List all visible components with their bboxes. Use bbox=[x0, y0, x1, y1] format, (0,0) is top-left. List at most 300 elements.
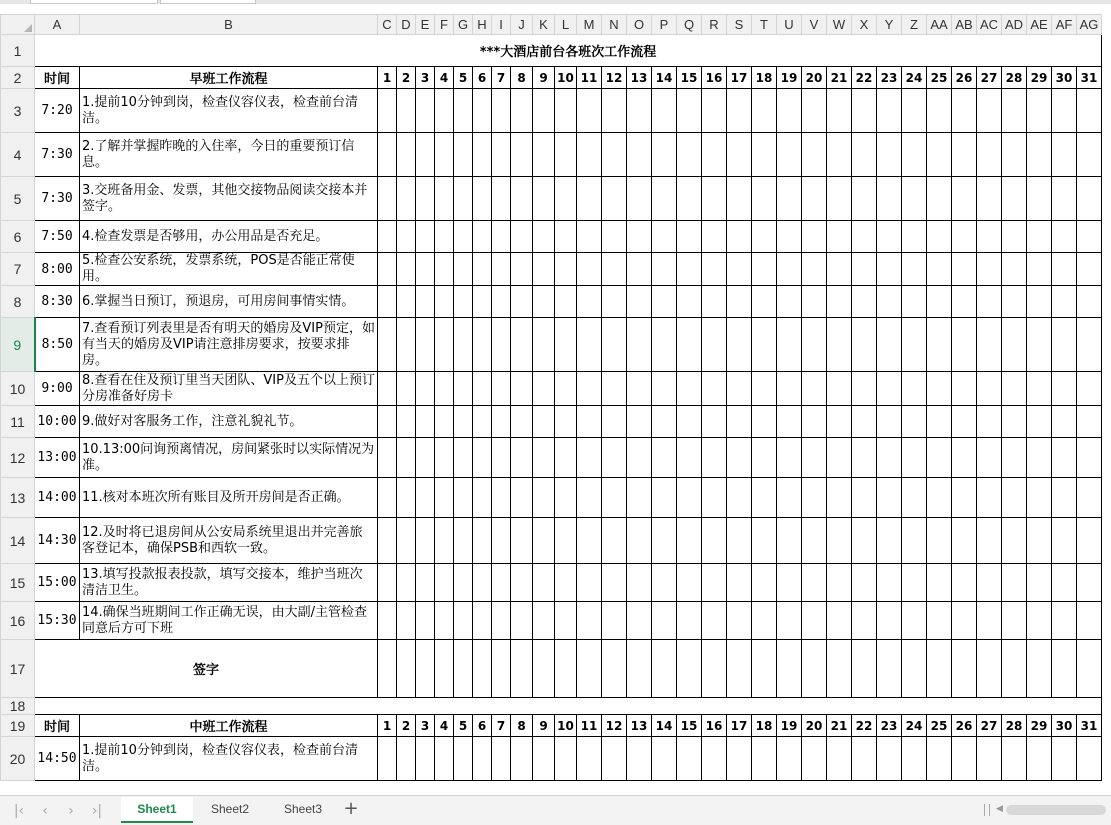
early-task-8-day-28[interactable] bbox=[1002, 372, 1027, 406]
early-task-12-day-20[interactable] bbox=[802, 518, 827, 564]
early-task-5-day-28[interactable] bbox=[1002, 253, 1027, 286]
early-task-10-day-18[interactable] bbox=[752, 438, 777, 478]
early-task-6-day-13[interactable] bbox=[627, 286, 652, 318]
early-task-7-day-13[interactable] bbox=[627, 318, 652, 372]
scroll-thumb[interactable] bbox=[1006, 805, 1106, 815]
day-header-2[interactable]: 2 bbox=[397, 715, 416, 737]
early-task-6-day-17[interactable] bbox=[727, 286, 752, 318]
early-task-5-day-19[interactable] bbox=[777, 253, 802, 286]
signature-day-1[interactable] bbox=[378, 640, 397, 698]
column-header-F[interactable]: F bbox=[435, 15, 454, 35]
task-description[interactable]: 1.提前10分钟到岗，检查仪容仪表，检查前台清洁。 bbox=[80, 737, 378, 781]
mid-task-1-day-11[interactable] bbox=[577, 737, 602, 781]
early-task-6-day-3[interactable] bbox=[416, 286, 435, 318]
early-task-14-day-20[interactable] bbox=[802, 602, 827, 640]
early-task-3-day-26[interactable] bbox=[952, 177, 977, 221]
early-task-9-day-10[interactable] bbox=[555, 406, 577, 438]
early-task-6-day-6[interactable] bbox=[473, 286, 492, 318]
early-task-5-day-22[interactable] bbox=[852, 253, 877, 286]
early-task-12-day-30[interactable] bbox=[1052, 518, 1077, 564]
early-task-4-day-7[interactable] bbox=[492, 221, 511, 253]
early-task-4-day-20[interactable] bbox=[802, 221, 827, 253]
day-header-11[interactable]: 11 bbox=[577, 67, 602, 89]
early-task-13-day-9[interactable] bbox=[533, 564, 555, 602]
early-task-12-day-10[interactable] bbox=[555, 518, 577, 564]
signature-label[interactable]: 签字 bbox=[35, 640, 378, 698]
early-task-9-day-29[interactable] bbox=[1027, 406, 1052, 438]
mid-task-1-day-18[interactable] bbox=[752, 737, 777, 781]
early-task-3-day-8[interactable] bbox=[511, 177, 533, 221]
day-header-11[interactable]: 11 bbox=[577, 715, 602, 737]
day-header-22[interactable]: 22 bbox=[852, 715, 877, 737]
early-task-2-day-23[interactable] bbox=[877, 133, 902, 177]
column-header-S[interactable]: S bbox=[727, 15, 752, 35]
early-task-10-day-24[interactable] bbox=[902, 438, 927, 478]
day-header-13[interactable]: 13 bbox=[627, 67, 652, 89]
early-task-2-day-5[interactable] bbox=[454, 133, 473, 177]
signature-day-10[interactable] bbox=[555, 640, 577, 698]
signature-day-22[interactable] bbox=[852, 640, 877, 698]
task-description[interactable]: 2.了解并掌握昨晚的入住率，今日的重要预订信息。 bbox=[80, 133, 378, 177]
day-header-26[interactable]: 26 bbox=[952, 715, 977, 737]
early-task-4-day-9[interactable] bbox=[533, 221, 555, 253]
early-task-5-day-9[interactable] bbox=[533, 253, 555, 286]
day-header-2[interactable]: 2 bbox=[397, 67, 416, 89]
row-header-14[interactable]: 14 bbox=[1, 518, 35, 564]
early-task-10-day-20[interactable] bbox=[802, 438, 827, 478]
early-task-5-day-2[interactable] bbox=[397, 253, 416, 286]
column-header-N[interactable]: N bbox=[602, 15, 627, 35]
early-task-2-day-29[interactable] bbox=[1027, 133, 1052, 177]
early-task-10-day-11[interactable] bbox=[577, 438, 602, 478]
row-header-20[interactable]: 20 bbox=[1, 737, 35, 781]
early-task-7-day-7[interactable] bbox=[492, 318, 511, 372]
mid-task-1-day-17[interactable] bbox=[727, 737, 752, 781]
early-task-11-day-9[interactable] bbox=[533, 478, 555, 518]
early-task-10-day-15[interactable] bbox=[677, 438, 702, 478]
signature-day-16[interactable] bbox=[702, 640, 727, 698]
early-task-11-day-19[interactable] bbox=[777, 478, 802, 518]
early-task-11-day-16[interactable] bbox=[702, 478, 727, 518]
day-header-28[interactable]: 28 bbox=[1002, 67, 1027, 89]
day-header-21[interactable]: 21 bbox=[827, 67, 852, 89]
early-task-6-day-25[interactable] bbox=[927, 286, 952, 318]
early-task-1-day-13[interactable] bbox=[627, 89, 652, 133]
column-header-B[interactable]: B bbox=[80, 15, 378, 35]
early-task-14-day-5[interactable] bbox=[454, 602, 473, 640]
early-task-9-day-30[interactable] bbox=[1052, 406, 1077, 438]
early-task-3-day-5[interactable] bbox=[454, 177, 473, 221]
early-task-9-day-12[interactable] bbox=[602, 406, 627, 438]
early-task-6-day-27[interactable] bbox=[977, 286, 1002, 318]
signature-day-21[interactable] bbox=[827, 640, 852, 698]
early-task-6-day-19[interactable] bbox=[777, 286, 802, 318]
early-task-8-day-20[interactable] bbox=[802, 372, 827, 406]
day-header-21[interactable]: 21 bbox=[827, 715, 852, 737]
mid-task-1-day-6[interactable] bbox=[473, 737, 492, 781]
early-task-2-day-16[interactable] bbox=[702, 133, 727, 177]
row-header-3[interactable]: 3 bbox=[1, 89, 35, 133]
early-task-5-day-12[interactable] bbox=[602, 253, 627, 286]
day-header-30[interactable]: 30 bbox=[1052, 67, 1077, 89]
task-time[interactable]: 13:00 bbox=[35, 438, 80, 478]
early-task-14-day-24[interactable] bbox=[902, 602, 927, 640]
early-task-3-day-13[interactable] bbox=[627, 177, 652, 221]
mid-task-1-day-3[interactable] bbox=[416, 737, 435, 781]
signature-day-11[interactable] bbox=[577, 640, 602, 698]
early-task-8-day-17[interactable] bbox=[727, 372, 752, 406]
day-header-5[interactable]: 5 bbox=[454, 67, 473, 89]
column-header-T[interactable]: T bbox=[752, 15, 777, 35]
early-task-3-day-30[interactable] bbox=[1052, 177, 1077, 221]
early-task-3-day-18[interactable] bbox=[752, 177, 777, 221]
mid-task-1-day-31[interactable] bbox=[1077, 737, 1102, 781]
early-task-13-day-3[interactable] bbox=[416, 564, 435, 602]
row-header-1[interactable]: 1 bbox=[1, 35, 35, 67]
day-header-12[interactable]: 12 bbox=[602, 715, 627, 737]
prev-sheet-icon[interactable]: ‹ bbox=[42, 803, 48, 819]
column-header-AG[interactable]: AG bbox=[1077, 15, 1102, 35]
mid-shift-header[interactable]: 中班工作流程 bbox=[80, 715, 378, 737]
early-task-14-day-16[interactable] bbox=[702, 602, 727, 640]
mid-task-1-day-14[interactable] bbox=[652, 737, 677, 781]
early-task-6-day-30[interactable] bbox=[1052, 286, 1077, 318]
early-task-1-day-27[interactable] bbox=[977, 89, 1002, 133]
select-all-corner[interactable] bbox=[1, 15, 35, 35]
task-time[interactable]: 7:50 bbox=[35, 221, 80, 253]
mid-task-1-day-28[interactable] bbox=[1002, 737, 1027, 781]
early-task-2-day-21[interactable] bbox=[827, 133, 852, 177]
early-task-11-day-5[interactable] bbox=[454, 478, 473, 518]
early-task-1-day-12[interactable] bbox=[602, 89, 627, 133]
early-task-6-day-23[interactable] bbox=[877, 286, 902, 318]
early-task-7-day-3[interactable] bbox=[416, 318, 435, 372]
early-task-5-day-4[interactable] bbox=[435, 253, 454, 286]
early-task-10-day-13[interactable] bbox=[627, 438, 652, 478]
early-task-8-day-1[interactable] bbox=[378, 372, 397, 406]
early-task-1-day-28[interactable] bbox=[1002, 89, 1027, 133]
day-header-23[interactable]: 23 bbox=[877, 715, 902, 737]
column-header-D[interactable]: D bbox=[397, 15, 416, 35]
early-task-4-day-15[interactable] bbox=[677, 221, 702, 253]
early-task-14-day-30[interactable] bbox=[1052, 602, 1077, 640]
early-task-11-day-13[interactable] bbox=[627, 478, 652, 518]
early-task-10-day-14[interactable] bbox=[652, 438, 677, 478]
early-task-3-day-22[interactable] bbox=[852, 177, 877, 221]
signature-day-30[interactable] bbox=[1052, 640, 1077, 698]
early-task-1-day-23[interactable] bbox=[877, 89, 902, 133]
early-task-9-day-8[interactable] bbox=[511, 406, 533, 438]
early-task-13-day-31[interactable] bbox=[1077, 564, 1102, 602]
first-sheet-icon[interactable]: |‹ bbox=[13, 803, 25, 819]
task-description[interactable]: 1.提前10分钟到岗，检查仪容仪表，检查前台清洁。 bbox=[80, 89, 378, 133]
early-task-8-day-24[interactable] bbox=[902, 372, 927, 406]
signature-day-3[interactable] bbox=[416, 640, 435, 698]
early-task-8-day-23[interactable] bbox=[877, 372, 902, 406]
early-task-1-day-25[interactable] bbox=[927, 89, 952, 133]
signature-day-15[interactable] bbox=[677, 640, 702, 698]
early-task-5-day-26[interactable] bbox=[952, 253, 977, 286]
early-task-13-day-27[interactable] bbox=[977, 564, 1002, 602]
signature-day-28[interactable] bbox=[1002, 640, 1027, 698]
early-task-4-day-25[interactable] bbox=[927, 221, 952, 253]
early-task-1-day-15[interactable] bbox=[677, 89, 702, 133]
early-task-9-day-19[interactable] bbox=[777, 406, 802, 438]
day-header-16[interactable]: 16 bbox=[702, 715, 727, 737]
early-task-13-day-26[interactable] bbox=[952, 564, 977, 602]
early-task-6-day-1[interactable] bbox=[378, 286, 397, 318]
early-task-11-day-22[interactable] bbox=[852, 478, 877, 518]
early-task-5-day-18[interactable] bbox=[752, 253, 777, 286]
task-time[interactable]: 15:30 bbox=[35, 602, 80, 640]
signature-day-23[interactable] bbox=[877, 640, 902, 698]
early-task-6-day-16[interactable] bbox=[702, 286, 727, 318]
column-header-P[interactable]: P bbox=[652, 15, 677, 35]
day-header-3[interactable]: 3 bbox=[416, 715, 435, 737]
early-task-8-day-29[interactable] bbox=[1027, 372, 1052, 406]
early-task-14-day-14[interactable] bbox=[652, 602, 677, 640]
early-task-5-day-5[interactable] bbox=[454, 253, 473, 286]
early-task-13-day-30[interactable] bbox=[1052, 564, 1077, 602]
early-task-4-day-14[interactable] bbox=[652, 221, 677, 253]
early-task-13-day-6[interactable] bbox=[473, 564, 492, 602]
early-task-7-day-8[interactable] bbox=[511, 318, 533, 372]
early-task-12-day-31[interactable] bbox=[1077, 518, 1102, 564]
mid-task-1-day-10[interactable] bbox=[555, 737, 577, 781]
day-header-14[interactable]: 14 bbox=[652, 67, 677, 89]
early-task-13-day-2[interactable] bbox=[397, 564, 416, 602]
early-task-9-day-21[interactable] bbox=[827, 406, 852, 438]
column-header-A[interactable]: A bbox=[35, 15, 80, 35]
early-task-2-day-14[interactable] bbox=[652, 133, 677, 177]
early-task-6-day-4[interactable] bbox=[435, 286, 454, 318]
early-task-6-day-15[interactable] bbox=[677, 286, 702, 318]
early-task-14-day-17[interactable] bbox=[727, 602, 752, 640]
early-task-14-day-18[interactable] bbox=[752, 602, 777, 640]
early-task-9-day-31[interactable] bbox=[1077, 406, 1102, 438]
early-task-10-day-19[interactable] bbox=[777, 438, 802, 478]
early-task-7-day-5[interactable] bbox=[454, 318, 473, 372]
early-task-8-day-27[interactable] bbox=[977, 372, 1002, 406]
early-task-1-day-20[interactable] bbox=[802, 89, 827, 133]
early-task-7-day-2[interactable] bbox=[397, 318, 416, 372]
early-task-9-day-20[interactable] bbox=[802, 406, 827, 438]
mid-task-1-day-23[interactable] bbox=[877, 737, 902, 781]
early-task-12-day-11[interactable] bbox=[577, 518, 602, 564]
mid-task-1-day-29[interactable] bbox=[1027, 737, 1052, 781]
column-header-K[interactable]: K bbox=[533, 15, 555, 35]
day-header-16[interactable]: 16 bbox=[702, 67, 727, 89]
early-task-1-day-5[interactable] bbox=[454, 89, 473, 133]
early-task-2-day-1[interactable] bbox=[378, 133, 397, 177]
column-header-J[interactable]: J bbox=[511, 15, 533, 35]
column-header-AC[interactable]: AC bbox=[977, 15, 1002, 35]
early-task-14-day-2[interactable] bbox=[397, 602, 416, 640]
early-task-2-day-9[interactable] bbox=[533, 133, 555, 177]
day-header-27[interactable]: 27 bbox=[977, 67, 1002, 89]
column-header-Q[interactable]: Q bbox=[677, 15, 702, 35]
early-task-1-day-17[interactable] bbox=[727, 89, 752, 133]
early-task-8-day-19[interactable] bbox=[777, 372, 802, 406]
early-task-3-day-23[interactable] bbox=[877, 177, 902, 221]
early-task-6-day-20[interactable] bbox=[802, 286, 827, 318]
early-task-10-day-27[interactable] bbox=[977, 438, 1002, 478]
early-task-8-day-10[interactable] bbox=[555, 372, 577, 406]
early-task-1-day-26[interactable] bbox=[952, 89, 977, 133]
add-sheet-icon[interactable]: + bbox=[343, 798, 359, 819]
early-task-14-day-4[interactable] bbox=[435, 602, 454, 640]
early-task-7-day-14[interactable] bbox=[652, 318, 677, 372]
task-description[interactable]: 9.做好对客服务工作，注意礼貌礼节。 bbox=[80, 406, 378, 438]
early-task-5-day-8[interactable] bbox=[511, 253, 533, 286]
early-task-4-day-22[interactable] bbox=[852, 221, 877, 253]
early-task-4-day-26[interactable] bbox=[952, 221, 977, 253]
column-header-AE[interactable]: AE bbox=[1027, 15, 1052, 35]
task-description[interactable]: 11.核对本班次所有账目及所开房间是否正确。 bbox=[80, 478, 378, 518]
early-task-14-day-8[interactable] bbox=[511, 602, 533, 640]
early-task-5-day-6[interactable] bbox=[473, 253, 492, 286]
column-header-M[interactable]: M bbox=[577, 15, 602, 35]
early-task-12-day-12[interactable] bbox=[602, 518, 627, 564]
early-task-1-day-21[interactable] bbox=[827, 89, 852, 133]
day-header-17[interactable]: 17 bbox=[727, 715, 752, 737]
early-task-3-day-24[interactable] bbox=[902, 177, 927, 221]
early-task-8-day-30[interactable] bbox=[1052, 372, 1077, 406]
time-column-header[interactable]: 时间 bbox=[35, 67, 80, 89]
early-task-3-day-12[interactable] bbox=[602, 177, 627, 221]
early-task-13-day-5[interactable] bbox=[454, 564, 473, 602]
early-task-12-day-8[interactable] bbox=[511, 518, 533, 564]
day-header-8[interactable]: 8 bbox=[511, 67, 533, 89]
signature-day-12[interactable] bbox=[602, 640, 627, 698]
early-task-14-day-21[interactable] bbox=[827, 602, 852, 640]
early-task-5-day-30[interactable] bbox=[1052, 253, 1077, 286]
early-task-4-day-16[interactable] bbox=[702, 221, 727, 253]
day-header-30[interactable]: 30 bbox=[1052, 715, 1077, 737]
early-task-13-day-20[interactable] bbox=[802, 564, 827, 602]
early-task-7-day-30[interactable] bbox=[1052, 318, 1077, 372]
early-task-5-day-15[interactable] bbox=[677, 253, 702, 286]
task-time[interactable]: 8:50 bbox=[35, 318, 80, 372]
column-header-U[interactable]: U bbox=[777, 15, 802, 35]
early-task-5-day-3[interactable] bbox=[416, 253, 435, 286]
early-task-1-day-29[interactable] bbox=[1027, 89, 1052, 133]
mid-task-1-day-24[interactable] bbox=[902, 737, 927, 781]
signature-day-8[interactable] bbox=[511, 640, 533, 698]
early-task-3-day-29[interactable] bbox=[1027, 177, 1052, 221]
early-task-12-day-14[interactable] bbox=[652, 518, 677, 564]
day-header-31[interactable]: 31 bbox=[1077, 715, 1102, 737]
early-task-7-day-12[interactable] bbox=[602, 318, 627, 372]
next-sheet-icon[interactable]: › bbox=[68, 803, 74, 819]
signature-day-20[interactable] bbox=[802, 640, 827, 698]
row-header-19[interactable]: 19 bbox=[1, 715, 35, 737]
early-task-12-day-29[interactable] bbox=[1027, 518, 1052, 564]
early-task-5-day-29[interactable] bbox=[1027, 253, 1052, 286]
early-task-13-day-14[interactable] bbox=[652, 564, 677, 602]
column-header-C[interactable]: C bbox=[378, 15, 397, 35]
column-header-H[interactable]: H bbox=[473, 15, 492, 35]
early-task-1-day-3[interactable] bbox=[416, 89, 435, 133]
early-task-4-day-30[interactable] bbox=[1052, 221, 1077, 253]
early-task-5-day-25[interactable] bbox=[927, 253, 952, 286]
early-task-2-day-27[interactable] bbox=[977, 133, 1002, 177]
early-task-7-day-15[interactable] bbox=[677, 318, 702, 372]
early-task-7-day-17[interactable] bbox=[727, 318, 752, 372]
early-task-6-day-28[interactable] bbox=[1002, 286, 1027, 318]
day-header-29[interactable]: 29 bbox=[1027, 715, 1052, 737]
early-task-7-day-26[interactable] bbox=[952, 318, 977, 372]
early-task-4-day-27[interactable] bbox=[977, 221, 1002, 253]
day-header-19[interactable]: 19 bbox=[777, 715, 802, 737]
column-header-L[interactable]: L bbox=[555, 15, 577, 35]
early-task-7-day-9[interactable] bbox=[533, 318, 555, 372]
early-task-9-day-23[interactable] bbox=[877, 406, 902, 438]
mid-task-1-day-21[interactable] bbox=[827, 737, 852, 781]
row-header-18[interactable]: 18 bbox=[1, 698, 35, 715]
early-task-12-day-4[interactable] bbox=[435, 518, 454, 564]
early-task-2-day-15[interactable] bbox=[677, 133, 702, 177]
early-task-4-day-21[interactable] bbox=[827, 221, 852, 253]
early-task-7-day-1[interactable] bbox=[378, 318, 397, 372]
early-task-10-day-3[interactable] bbox=[416, 438, 435, 478]
column-header-Z[interactable]: Z bbox=[902, 15, 927, 35]
day-header-4[interactable]: 4 bbox=[435, 67, 454, 89]
early-task-3-day-28[interactable] bbox=[1002, 177, 1027, 221]
early-task-9-day-7[interactable] bbox=[492, 406, 511, 438]
early-task-4-day-19[interactable] bbox=[777, 221, 802, 253]
early-task-4-day-10[interactable] bbox=[555, 221, 577, 253]
early-task-5-day-23[interactable] bbox=[877, 253, 902, 286]
early-task-6-day-2[interactable] bbox=[397, 286, 416, 318]
row-header-6[interactable]: 6 bbox=[1, 221, 35, 253]
early-task-3-day-16[interactable] bbox=[702, 177, 727, 221]
early-task-6-day-5[interactable] bbox=[454, 286, 473, 318]
early-task-8-day-18[interactable] bbox=[752, 372, 777, 406]
early-task-8-day-15[interactable] bbox=[677, 372, 702, 406]
early-task-10-day-17[interactable] bbox=[727, 438, 752, 478]
early-task-6-day-9[interactable] bbox=[533, 286, 555, 318]
early-task-7-day-18[interactable] bbox=[752, 318, 777, 372]
early-task-13-day-15[interactable] bbox=[677, 564, 702, 602]
early-task-8-day-4[interactable] bbox=[435, 372, 454, 406]
early-task-4-day-5[interactable] bbox=[454, 221, 473, 253]
day-header-1[interactable]: 1 bbox=[378, 67, 397, 89]
early-task-6-day-21[interactable] bbox=[827, 286, 852, 318]
early-task-11-day-24[interactable] bbox=[902, 478, 927, 518]
early-task-8-day-16[interactable] bbox=[702, 372, 727, 406]
early-task-12-day-16[interactable] bbox=[702, 518, 727, 564]
early-task-3-day-1[interactable] bbox=[378, 177, 397, 221]
column-header-I[interactable]: I bbox=[492, 15, 511, 35]
column-header-AB[interactable]: AB bbox=[952, 15, 977, 35]
early-task-4-day-29[interactable] bbox=[1027, 221, 1052, 253]
signature-day-18[interactable] bbox=[752, 640, 777, 698]
early-task-8-day-21[interactable] bbox=[827, 372, 852, 406]
early-task-14-day-26[interactable] bbox=[952, 602, 977, 640]
spacer-row-cell[interactable] bbox=[35, 698, 1102, 715]
day-header-26[interactable]: 26 bbox=[952, 67, 977, 89]
row-header-13[interactable]: 13 bbox=[1, 478, 35, 518]
early-task-10-day-31[interactable] bbox=[1077, 438, 1102, 478]
task-description[interactable]: 13.填写投款报表投款，填写交接本，维护当班次清洁卫生。 bbox=[80, 564, 378, 602]
column-header-AA[interactable]: AA bbox=[927, 15, 952, 35]
early-task-1-day-6[interactable] bbox=[473, 89, 492, 133]
early-task-9-day-2[interactable] bbox=[397, 406, 416, 438]
signature-day-25[interactable] bbox=[927, 640, 952, 698]
early-task-11-day-3[interactable] bbox=[416, 478, 435, 518]
early-task-7-day-29[interactable] bbox=[1027, 318, 1052, 372]
